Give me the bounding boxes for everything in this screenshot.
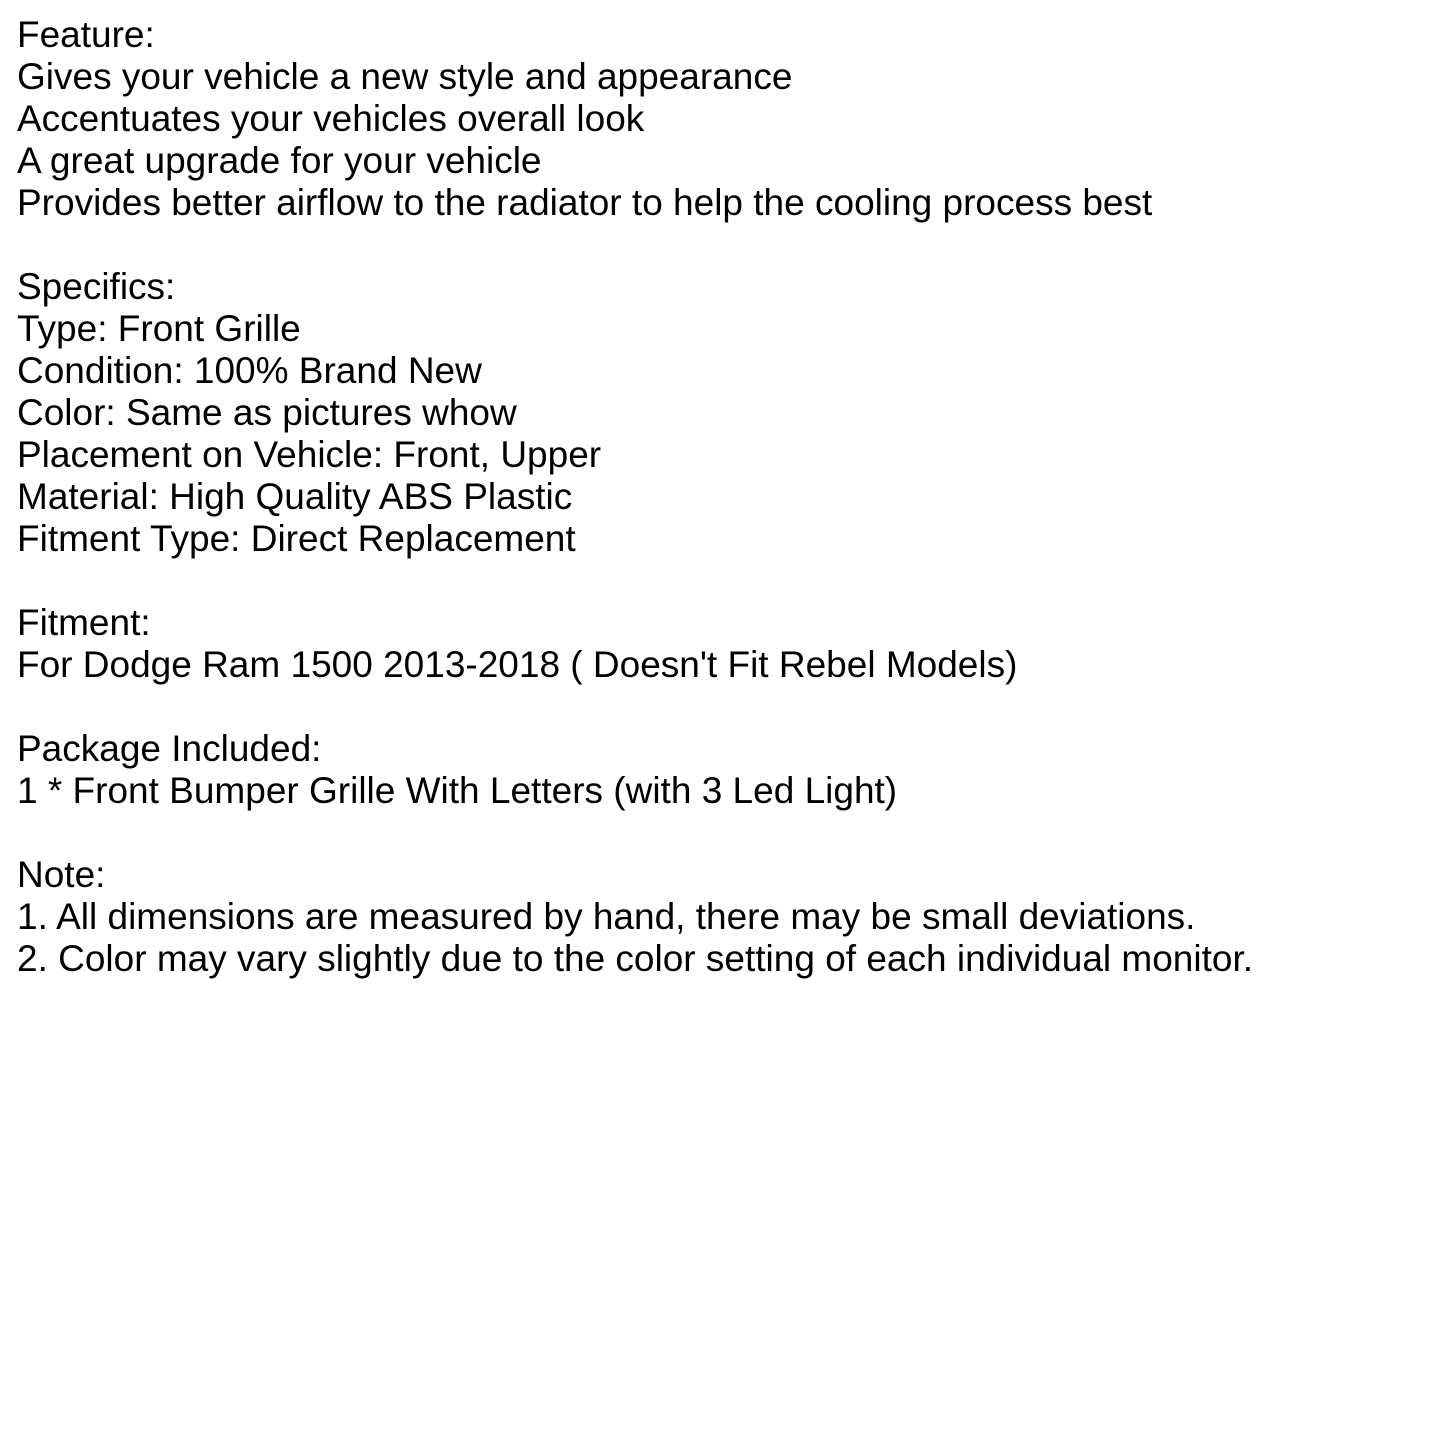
note-item: 1. All dimensions are measured by hand, there may be small deviations. (17, 896, 1196, 937)
spec-type: Type: Front Grille (17, 308, 301, 349)
package-section (17, 728, 1427, 812)
package-item: 1 * Front Bumper Grille With Letters (with 3 Led Light) (17, 770, 898, 811)
product-description (17, 14, 1427, 1022)
fitment-section (17, 602, 1427, 686)
feature-item: Gives your vehicle a new style and appearance (17, 56, 793, 97)
fitment-item: For Dodge Ram 1500 2013-2018 ( Doesn't Fit Rebel Models) (17, 644, 1018, 685)
spec-placement: Placement on Vehicle: Front, Upper (17, 434, 602, 475)
spec-condition: Condition: 100% Brand New (17, 350, 482, 391)
feature-section (17, 14, 1427, 224)
note-heading: Note: (17, 854, 106, 895)
feature-item: Provides better airflow to the radiator to help the cooling process best (17, 182, 1153, 223)
feature-heading: Feature: (17, 14, 155, 55)
fitment-heading: Fitment: (17, 602, 151, 643)
spec-material: Material: High Quality ABS Plastic (17, 476, 573, 517)
spec-color: Color: Same as pictures whow (17, 392, 517, 433)
specifics-section (17, 266, 1427, 560)
feature-item: Accentuates your vehicles overall look (17, 98, 645, 139)
specifics-heading: Specifics: (17, 266, 176, 307)
note-item: 2. Color may vary slightly due to the color setting of each individual monitor. (17, 938, 1254, 979)
feature-item: A great upgrade for your vehicle (17, 140, 542, 181)
note-section (17, 854, 1427, 980)
spec-fitment-type: Fitment Type: Direct Replacement (17, 518, 576, 559)
package-heading: Package Included: (17, 728, 322, 769)
